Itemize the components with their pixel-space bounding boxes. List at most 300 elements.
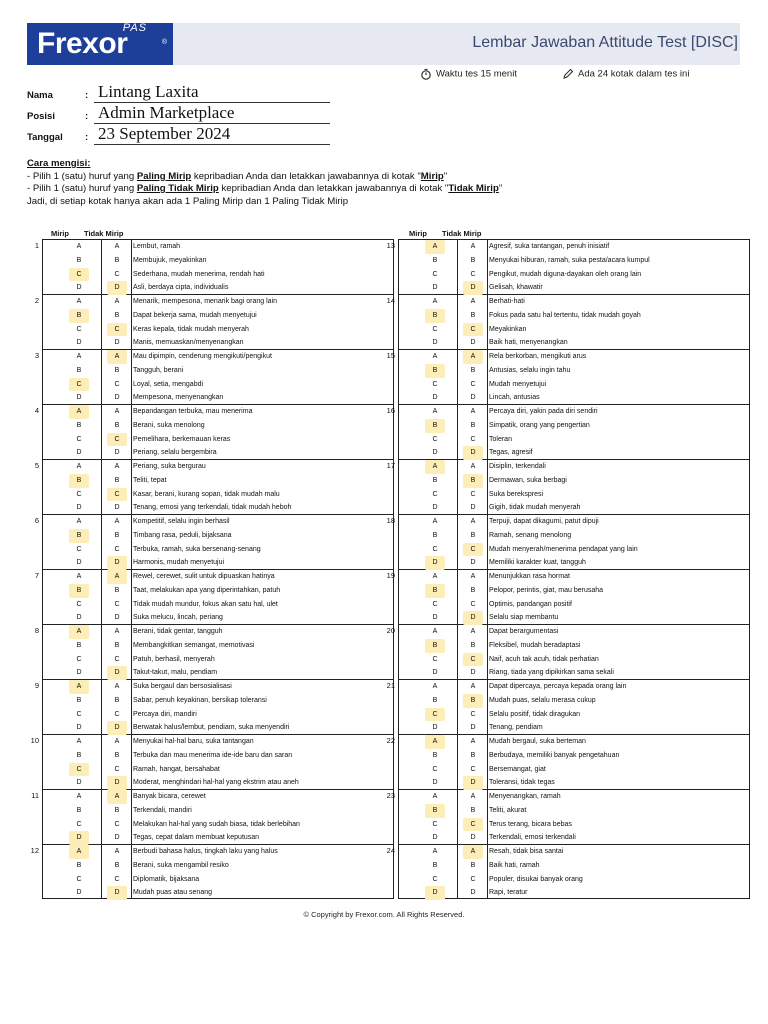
answer-row <box>399 501 749 515</box>
statement-text: Agresif, suka tantangan, penuh inisiatif <box>489 243 610 250</box>
answer-row <box>43 598 393 612</box>
mirip-option[interactable]: B <box>425 584 445 598</box>
tidak-mirip-option[interactable]: B <box>114 696 120 704</box>
tidak-mirip-option[interactable]: A <box>470 518 476 525</box>
answer-row <box>43 529 393 543</box>
mirip-option[interactable]: D <box>76 449 82 457</box>
tidak-mirip-option[interactable]: C <box>114 765 120 773</box>
answer-row <box>399 721 749 735</box>
tidak-mirip-option[interactable]: D <box>107 666 127 680</box>
tidak-mirip-option[interactable]: B <box>114 806 120 814</box>
answer-row <box>43 323 393 337</box>
statement-text: Percaya diri, yakin pada diri sendiri <box>489 408 598 415</box>
tidak-mirip-option[interactable]: C <box>114 875 120 883</box>
statement-text: Antusias, selalu ingin tahu <box>489 366 571 374</box>
tidak-mirip-option[interactable]: A <box>470 573 476 580</box>
tidak-mirip-option[interactable]: B <box>114 256 120 264</box>
tidak-mirip-option[interactable]: A <box>107 570 127 584</box>
answer-row <box>399 405 749 419</box>
mirip-option[interactable]: C <box>76 655 82 663</box>
tidak-mirip-option[interactable]: C <box>470 435 476 443</box>
answer-row <box>43 543 393 557</box>
tidak-mirip-option[interactable]: D <box>107 886 127 900</box>
statement-text: Suka bergaul dan bersosialisasi <box>133 683 232 690</box>
tidak-mirip-option[interactable]: D <box>470 669 476 677</box>
mirip-option[interactable]: D <box>432 504 438 512</box>
tidak-mirip-option[interactable]: B <box>470 641 476 649</box>
mirip-option[interactable]: C <box>76 490 82 498</box>
statement-text: Selalu positif, tidak diragukan <box>489 710 581 718</box>
tidak-mirip-option[interactable]: C <box>470 600 476 608</box>
answer-row <box>399 556 749 570</box>
mirip-option[interactable]: D <box>432 394 438 402</box>
mirip-option[interactable]: C <box>69 268 89 282</box>
answer-row <box>43 254 393 268</box>
question-number: 2 <box>34 296 39 305</box>
tidak-mirip-option[interactable]: B <box>470 256 476 264</box>
mirip-option[interactable]: A <box>69 845 89 859</box>
tidak-mirip-option[interactable]: B <box>463 474 483 488</box>
statement-text: Terkendali, emosi terkendali <box>489 834 576 842</box>
tidak-mirip-option[interactable]: C <box>463 653 483 667</box>
statement-text: Diplomatik, bijaksana <box>133 875 200 883</box>
mirip-option[interactable]: D <box>432 669 438 677</box>
mirip-option[interactable]: A <box>69 625 89 639</box>
tidak-mirip-option[interactable]: B <box>470 366 476 374</box>
tidak-mirip-option[interactable]: A <box>114 848 120 855</box>
tidak-mirip-option[interactable]: D <box>470 394 476 402</box>
tidak-mirip-option[interactable]: C <box>107 323 127 337</box>
mirip-option[interactable]: C <box>76 875 82 883</box>
statement-text: Terbuka dan mau menerima ide-ide baru dan saran <box>133 751 293 759</box>
statement-text: Sabar, penuh keyakinan, bersikap toleransi <box>133 696 267 704</box>
statement-text: Kompetitif, selalu ingin berhasil <box>133 518 230 525</box>
tidak-mirip-option[interactable]: A <box>114 683 120 690</box>
tidak-mirip-option[interactable]: D <box>470 834 476 842</box>
statement-text: Terbuka, ramah, suka bersenang-senang <box>133 545 261 553</box>
tidak-mirip-option[interactable]: B <box>470 751 476 759</box>
statement-text: Meyakinkan <box>489 325 527 333</box>
mirip-option[interactable]: A <box>76 463 82 470</box>
tidak-mirip-option[interactable]: D <box>114 504 120 512</box>
tidak-mirip-option[interactable]: B <box>114 641 120 649</box>
tidak-mirip-option[interactable]: A <box>470 738 476 745</box>
tidak-mirip-option[interactable]: A <box>114 518 120 525</box>
tidak-mirip-option[interactable]: C <box>114 380 120 388</box>
mirip-option[interactable]: B <box>69 474 89 488</box>
tidak-mirip-option[interactable]: B <box>114 366 120 374</box>
mirip-option[interactable]: A <box>69 680 89 694</box>
answer-row <box>399 378 749 392</box>
answer-row <box>43 584 393 598</box>
tidak-mirip-option[interactable]: C <box>114 600 120 608</box>
tidak-mirip-option[interactable]: D <box>470 559 476 567</box>
question-number: 15 <box>386 351 395 360</box>
tidak-mirip-option[interactable]: B <box>114 311 120 319</box>
statement-text: Toleransi, tidak tegas <box>489 779 555 787</box>
answer-row <box>399 818 749 832</box>
answer-row <box>43 309 393 323</box>
question-number: 19 <box>386 571 395 580</box>
statement-text: Patuh, berhasil, menyerah <box>133 655 215 663</box>
tidak-mirip-option[interactable]: A <box>463 845 483 859</box>
mirip-option[interactable]: A <box>76 793 82 800</box>
mirip-option[interactable]: D <box>432 339 438 347</box>
tidak-mirip-option[interactable]: A <box>470 793 476 800</box>
mirip-option[interactable]: A <box>76 518 82 525</box>
tidak-mirip-option[interactable]: C <box>463 818 483 832</box>
tidak-mirip-option[interactable]: D <box>107 721 127 735</box>
mirip-option[interactable]: B <box>69 584 89 598</box>
answer-row <box>43 364 393 378</box>
answer-row <box>43 749 393 763</box>
mirip-option[interactable]: B <box>76 256 82 264</box>
mirip-option[interactable]: D <box>432 449 438 457</box>
question-group <box>43 735 393 790</box>
tidak-mirip-option[interactable]: D <box>107 556 127 570</box>
mirip-option[interactable]: D <box>76 669 82 677</box>
statement-text: Baik hati, ramah <box>489 861 540 869</box>
answer-row <box>43 515 393 529</box>
tidak-mirip-option[interactable]: B <box>470 586 476 594</box>
date-field[interactable]: 23 September 2024 <box>94 126 330 145</box>
statement-text: Dapat berargumentasi <box>489 628 559 635</box>
mirip-option[interactable]: D <box>76 889 82 897</box>
statement-text: Riang, tiada yang dipikirkan sama sekali <box>489 669 614 677</box>
question-number: 8 <box>34 626 39 635</box>
answer-row <box>399 336 749 350</box>
tidak-mirip-option[interactable]: A <box>107 790 127 804</box>
mirip-option[interactable]: C <box>432 765 438 773</box>
tidak-mirip-option[interactable]: C <box>463 543 483 557</box>
mirip-option[interactable]: B <box>432 531 438 539</box>
mirip-option[interactable]: A <box>76 243 82 250</box>
statement-text: Terkendali, mandiri <box>133 806 192 814</box>
mirip-option[interactable]: C <box>432 490 438 498</box>
statement-text: Membangkitkan semangat, memotivasi <box>133 641 255 649</box>
answer-row <box>43 268 393 282</box>
tidak-mirip-option[interactable]: D <box>114 394 120 402</box>
mirip-option[interactable]: B <box>69 529 89 543</box>
tidak-mirip-option[interactable]: C <box>107 433 127 447</box>
statement-text: Melakukan hal-hal yang sudah biasa, tidak berlebihan <box>133 820 300 828</box>
tidak-mirip-option[interactable]: A <box>463 350 483 364</box>
answer-row <box>399 254 749 268</box>
mirip-option[interactable]: A <box>76 298 82 305</box>
tidak-mirip-option[interactable]: C <box>470 765 476 773</box>
answer-row <box>399 804 749 818</box>
mirip-option[interactable]: D <box>76 559 82 567</box>
mirip-option[interactable]: D <box>425 886 445 900</box>
instruction-emphasis: Mirip <box>420 170 444 182</box>
tidak-mirip-option[interactable]: A <box>114 298 120 305</box>
tidak-mirip-option[interactable]: D <box>463 281 483 295</box>
answer-row <box>43 735 393 749</box>
tidak-mirip-option[interactable]: D <box>463 776 483 790</box>
statement-text: Suka melucu, lincah, periang <box>133 614 223 622</box>
statement-text: Bersemangat, giat <box>489 765 546 773</box>
mirip-option[interactable]: C <box>432 270 438 278</box>
mirip-option[interactable]: B <box>76 366 82 374</box>
mirip-option[interactable]: A <box>432 683 438 690</box>
mirip-option[interactable]: A <box>432 518 438 525</box>
mirip-option[interactable]: A <box>425 240 445 254</box>
question-group <box>399 845 749 900</box>
mirip-option[interactable]: C <box>76 600 82 608</box>
question-group <box>399 570 749 625</box>
tidak-mirip-option[interactable]: C <box>114 655 120 663</box>
tidak-mirip-option[interactable]: D <box>107 776 127 790</box>
statement-text: Periang, suka bergurau <box>133 463 206 470</box>
mirip-option[interactable]: C <box>432 600 438 608</box>
instructions-title: Cara mengisi: <box>27 158 91 169</box>
mirip-option[interactable]: C <box>432 545 438 553</box>
mirip-option[interactable]: C <box>69 763 89 777</box>
statement-text: Terpuji, dapat dikagumi, patut dipuji <box>489 518 599 525</box>
answer-table-left <box>42 239 394 899</box>
mirip-option[interactable]: A <box>432 793 438 800</box>
statement-text: Naif, acuh tak acuh, tidak perhatian <box>489 655 599 663</box>
mirip-option[interactable]: A <box>432 353 438 360</box>
mirip-option[interactable]: B <box>425 804 445 818</box>
mirip-option[interactable]: C <box>76 435 82 443</box>
question-group <box>399 405 749 460</box>
tidak-mirip-option[interactable]: B <box>114 421 120 429</box>
mirip-option[interactable]: B <box>76 696 82 704</box>
mirip-option[interactable]: D <box>69 831 89 845</box>
tidak-mirip-option[interactable]: A <box>114 463 120 470</box>
info-colon: : <box>85 132 89 143</box>
tidak-mirip-option[interactable]: C <box>114 270 120 278</box>
answer-row <box>399 886 749 900</box>
tidak-mirip-option[interactable]: D <box>470 504 476 512</box>
tidak-mirip-option[interactable]: D <box>463 446 483 460</box>
statement-text: Harmonis, mudah menyetujui <box>133 559 225 567</box>
tidak-mirip-option[interactable]: A <box>114 243 120 250</box>
answer-row <box>399 488 749 502</box>
mirip-option[interactable]: A <box>432 573 438 580</box>
answer-row <box>43 391 393 405</box>
mirip-option[interactable]: C <box>432 435 438 443</box>
tidak-mirip-option[interactable]: C <box>114 710 120 718</box>
mirip-option[interactable]: C <box>432 380 438 388</box>
mirip-option[interactable]: D <box>432 779 438 787</box>
tidak-mirip-option[interactable]: B <box>114 861 120 869</box>
mirip-option[interactable]: B <box>432 476 438 484</box>
question-group <box>399 735 749 790</box>
mirip-option[interactable]: C <box>425 708 445 722</box>
tidak-mirip-option[interactable]: A <box>470 683 476 690</box>
mirip-option[interactable]: D <box>76 504 82 512</box>
mirip-option[interactable]: C <box>76 325 82 333</box>
mirip-option[interactable]: B <box>76 806 82 814</box>
mirip-option[interactable]: C <box>432 875 438 883</box>
tidak-mirip-option[interactable]: C <box>470 875 476 883</box>
tidak-mirip-option[interactable]: B <box>463 694 483 708</box>
tidak-mirip-option[interactable]: C <box>114 820 120 828</box>
time-limit-note <box>420 68 517 80</box>
mirip-option[interactable]: B <box>432 861 438 869</box>
mirip-option[interactable]: B <box>432 256 438 264</box>
answer-row <box>399 433 749 447</box>
answer-row <box>43 666 393 680</box>
mirip-option[interactable]: C <box>76 820 82 828</box>
mirip-option[interactable]: B <box>432 751 438 759</box>
mirip-option[interactable]: B <box>76 861 82 869</box>
answer-row <box>43 460 393 474</box>
tidak-mirip-option[interactable]: B <box>470 421 476 429</box>
tidak-mirip-option[interactable]: A <box>470 628 476 635</box>
mirip-option[interactable]: A <box>432 628 438 635</box>
instruction-emphasis: Tidak Mirip <box>448 183 499 194</box>
answer-row <box>399 584 749 598</box>
statement-text: Moderat, menghindari hal-hal yang ekstrim atau aneh <box>133 779 299 787</box>
tidak-mirip-option[interactable]: A <box>470 298 476 305</box>
answer-row <box>43 474 393 488</box>
tidak-mirip-option[interactable]: C <box>470 710 476 718</box>
tidak-mirip-option[interactable]: A <box>470 463 476 470</box>
mirip-option[interactable]: A <box>425 735 445 749</box>
answer-row <box>43 721 393 735</box>
mirip-option[interactable]: A <box>76 353 82 360</box>
mirip-option[interactable]: B <box>425 309 445 323</box>
question-number: 20 <box>386 626 395 635</box>
mirip-option[interactable]: D <box>432 834 438 842</box>
info-label: Nama <box>27 90 53 101</box>
tidak-mirip-option[interactable]: C <box>470 380 476 388</box>
tidak-mirip-option[interactable]: A <box>470 243 476 250</box>
mirip-option[interactable]: D <box>432 724 438 732</box>
mirip-option[interactable]: A <box>69 405 89 419</box>
mirip-option[interactable]: B <box>425 419 445 433</box>
tidak-mirip-option[interactable]: D <box>114 834 120 842</box>
question-group <box>43 295 393 350</box>
mirip-option[interactable]: C <box>432 820 438 828</box>
mirip-option[interactable]: D <box>432 614 438 622</box>
question-number: 23 <box>386 791 395 800</box>
tidak-mirip-option[interactable]: D <box>470 889 476 897</box>
tidak-mirip-option[interactable]: D <box>114 614 120 622</box>
statement-text: Dapat bekerja sama, mudah menyetujui <box>133 311 257 319</box>
statement-text: Rela berkorban, mengikuti arus <box>489 353 587 360</box>
tidak-mirip-option[interactable]: C <box>114 545 120 553</box>
mirip-option[interactable]: B <box>425 364 445 378</box>
tidak-mirip-option[interactable]: B <box>470 531 476 539</box>
mirip-option[interactable]: B <box>425 639 445 653</box>
tidak-mirip-option[interactable]: B <box>114 476 120 484</box>
tidak-mirip-option[interactable]: A <box>114 738 120 745</box>
statement-text: Terus terang, bicara bebas <box>489 820 572 828</box>
mirip-option[interactable]: D <box>76 284 82 292</box>
mirip-option[interactable]: D <box>425 556 445 570</box>
tidak-mirip-option[interactable]: D <box>470 724 476 732</box>
tidak-mirip-option[interactable]: B <box>470 806 476 814</box>
answer-row <box>43 446 393 460</box>
answer-row <box>43 625 393 639</box>
question-group <box>399 350 749 405</box>
tidak-mirip-option[interactable]: B <box>114 751 120 759</box>
mirip-option[interactable]: D <box>76 724 82 732</box>
mirip-option[interactable]: A <box>432 408 438 415</box>
mirip-option[interactable]: B <box>432 696 438 704</box>
instruction-emphasis: Paling Mirip <box>136 170 192 182</box>
name-field[interactable]: Lintang Laxita <box>94 84 330 103</box>
tidak-mirip-option[interactable]: C <box>463 323 483 337</box>
mirip-option[interactable]: C <box>76 710 82 718</box>
answer-row <box>399 873 749 887</box>
position-field[interactable]: Admin Marketplace <box>94 105 330 124</box>
document-title: Lembar Jawaban Attitude Test [DISC] <box>472 34 738 51</box>
mirip-option[interactable]: B <box>69 309 89 323</box>
statement-text: Manis, memuaskan/menyenangkan <box>133 339 244 347</box>
answer-row <box>43 708 393 722</box>
mirip-option[interactable]: C <box>432 325 438 333</box>
mirip-option[interactable]: D <box>76 339 82 347</box>
mirip-option[interactable]: B <box>76 751 82 759</box>
tidak-mirip-option[interactable]: B <box>114 531 120 539</box>
statement-text: Gelisah, khawatir <box>489 284 543 292</box>
answer-row <box>399 653 749 667</box>
tidak-mirip-option[interactable]: A <box>107 350 127 364</box>
mirip-option[interactable]: A <box>425 460 445 474</box>
mirip-option[interactable]: B <box>76 421 82 429</box>
mirip-option[interactable]: D <box>76 614 82 622</box>
tidak-mirip-option[interactable]: A <box>470 408 476 415</box>
mirip-option[interactable]: C <box>76 545 82 553</box>
mirip-option[interactable]: C <box>432 655 438 663</box>
tidak-mirip-option[interactable]: D <box>463 611 483 625</box>
tidak-mirip-option[interactable]: C <box>107 488 127 502</box>
statement-text: Taat, melakukan apa yang diperintahkan, patuh <box>133 586 281 594</box>
question-group <box>399 515 749 570</box>
tidak-mirip-option[interactable]: B <box>114 586 120 594</box>
mirip-option[interactable]: A <box>432 848 438 855</box>
answer-row <box>43 336 393 350</box>
question-group <box>43 405 393 460</box>
mirip-option[interactable]: D <box>76 779 82 787</box>
tidak-mirip-option[interactable]: A <box>114 408 120 415</box>
statement-text: Tidak mudah mundur, fokus akan satu hal, ulet <box>133 600 278 608</box>
mirip-option[interactable]: D <box>432 284 438 292</box>
answer-row <box>43 556 393 570</box>
statement-text: Mempesona, menyenangkan <box>133 394 224 402</box>
tidak-mirip-option[interactable]: C <box>470 270 476 278</box>
frexor-logo <box>27 23 173 65</box>
statement-text: Tenang, emosi yang terkendali, tidak mudah heboh <box>133 504 292 512</box>
answer-row <box>399 735 749 749</box>
answer-row <box>43 845 393 859</box>
mirip-option[interactable]: A <box>76 573 82 580</box>
tidak-mirip-option[interactable]: D <box>114 449 120 457</box>
question-group <box>399 680 749 735</box>
mirip-option[interactable]: A <box>432 298 438 305</box>
mirip-option[interactable]: D <box>76 394 82 402</box>
tidak-mirip-option[interactable]: D <box>107 281 127 295</box>
mirip-option[interactable]: C <box>69 378 89 392</box>
tidak-mirip-option[interactable]: B <box>470 311 476 319</box>
statement-text: Menunjukkan rasa hormat <box>489 573 570 580</box>
statement-text: Dapat dipercaya, percaya kepada orang lain <box>489 683 627 690</box>
tidak-mirip-option[interactable]: C <box>470 490 476 498</box>
tidak-mirip-option[interactable]: A <box>114 628 120 635</box>
mirip-option[interactable]: B <box>76 641 82 649</box>
tidak-mirip-option[interactable]: B <box>470 861 476 869</box>
statement-text: Ramah, senang menolong <box>489 531 572 539</box>
statement-text: Mudah bergaul, suka berteman <box>489 738 586 745</box>
mirip-option[interactable]: A <box>76 738 82 745</box>
tidak-mirip-option[interactable]: D <box>470 339 476 347</box>
tidak-mirip-option[interactable]: D <box>114 339 120 347</box>
